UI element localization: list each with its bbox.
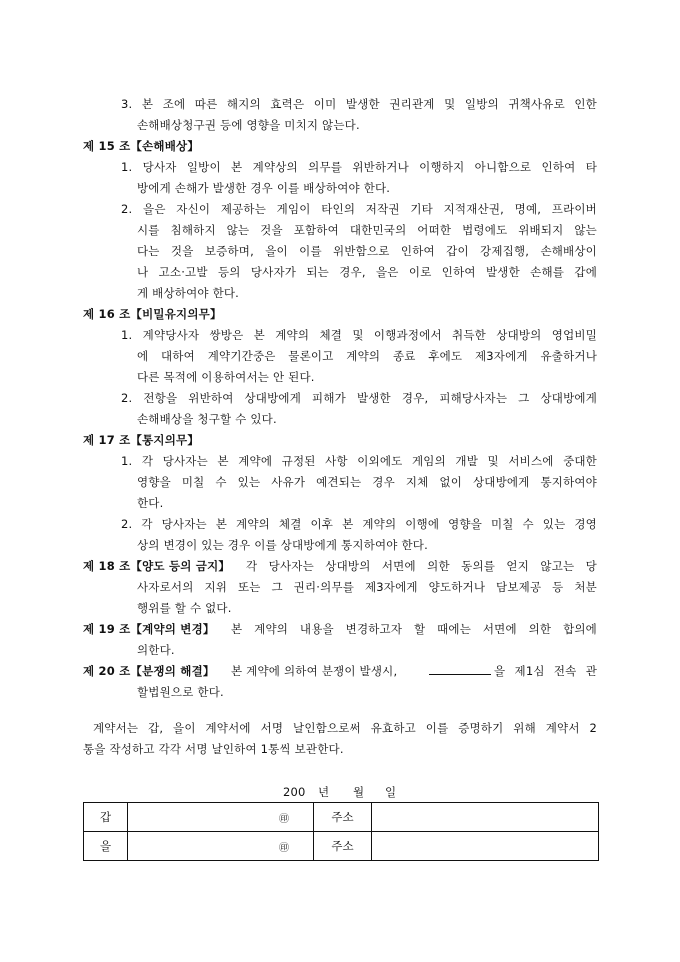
- art19-line2: 의한다.: [137, 643, 175, 657]
- seal-mark: ㊞: [279, 842, 289, 854]
- art18-line1: 각 당사자는 상대방의 서면에 의한 동의를 얻지 않고는 당: [246, 559, 597, 573]
- art20-line1-part1: 본 계약에 의하여 분쟁이 발생시,: [231, 664, 398, 678]
- art16-item2-line1: 2. 전항을 위반하여 상대방에게 피해가 발생한 경우, 피해당사자는 그 상대방에게: [121, 391, 597, 405]
- signature-field[interactable]: [128, 832, 314, 861]
- art20-court-blank: [429, 664, 491, 678]
- art17-item1-line1: 1. 각 당사자는 본 계약에 규정된 사항 이외에도 게임의 개발 및 서비스에 중대한: [121, 454, 597, 468]
- art14-item3-line1: 3. 본 조에 따른 해지의 효력은 이미 발생한 권리관계 및 일방의 귀책사유로 인한: [121, 97, 597, 111]
- party-label: 을: [84, 832, 128, 861]
- date-day-unit: 일: [385, 785, 397, 799]
- address-label: 주소: [314, 803, 372, 832]
- art20-line1-part2: 을 제1심 전속 관: [494, 664, 597, 678]
- art19-line1: 본 계약의 내용을 변경하고자 할 때에는 서면에 의한 합의에: [231, 622, 597, 636]
- art15-item1-line1: 1. 당사자 일방이 본 계약상의 의무를 위반하거나 이행하지 아니함으로 인하여 타: [121, 160, 597, 174]
- signature-row-gap: [84, 803, 599, 832]
- address-field[interactable]: [372, 832, 599, 861]
- signature-table: [83, 802, 599, 861]
- art15-item2-line4: 나 고소·고발 등의 당사자가 되는 경우, 을은 이로 인하여 발생한 손해를 갑에: [137, 265, 597, 279]
- address-field[interactable]: [372, 803, 599, 832]
- art18-line2: 사자로서의 지위 또는 그 권리·의무를 제3자에게 양도하거나 담보제공 등 처분: [137, 580, 597, 594]
- signature-field[interactable]: [128, 803, 314, 832]
- art16-item1-line3: 다른 목적에 이용하여서는 안 된다.: [137, 370, 315, 384]
- date-year-unit: 년: [318, 785, 330, 799]
- art15-item2-line3: 다는 것을 보증하며, 을이 이를 위반함으로 인하여 갑이 강제집행, 손해배상이: [137, 244, 597, 258]
- signature-row-eul: [84, 832, 599, 861]
- article-16-heading: 제 16 조【비밀유지의무】: [83, 307, 222, 321]
- closing-line1: 계약서는 갑, 을이 계약서에 서명 날인함으로써 유효하고 이를 증명하기 위해 계약서 2: [93, 721, 597, 735]
- date-year: 200: [283, 785, 306, 799]
- art15-item2-line2: 시를 침해하지 않는 것을 포함하여 대한민국의 어떠한 법령에도 위배되지 않는: [137, 223, 597, 237]
- art15-item2-line5: 게 배상하여야 한다.: [137, 286, 240, 300]
- article-15-heading: 제 15 조【손해배상】: [83, 139, 200, 153]
- art17-item2-line2: 상의 변경이 있는 경우 이를 상대방에게 통지하여야 한다.: [137, 538, 428, 552]
- art18-line3: 행위를 할 수 없다.: [137, 601, 232, 615]
- art20-line2: 할법원으로 한다.: [137, 685, 224, 699]
- art17-item2-line1: 2. 각 당사자는 본 계약의 체결 이후 본 계약의 이행에 영향을 미칠 수 있는 경영: [121, 517, 597, 531]
- closing-line2: 통을 작성하고 각각 서명 날인하여 1통씩 보관한다.: [83, 742, 344, 756]
- art17-item1-line3: 한다.: [137, 496, 164, 510]
- art16-item2-line2: 손해배상을 청구할 수 있다.: [137, 412, 277, 426]
- art15-item1-line2: 방에게 손해가 발생한 경우 이를 배상하여야 한다.: [137, 181, 391, 195]
- article-20-heading: 제 20 조【분쟁의 해결】: [83, 664, 215, 678]
- article-17-heading: 제 17 조【통지의무】: [83, 433, 200, 447]
- art17-item1-line2: 영향을 미칠 수 있는 사유가 예견되는 경우 지체 없이 상대방에게 통지하여야: [137, 475, 597, 489]
- seal-mark: ㊞: [279, 813, 289, 825]
- article-19-heading: 제 19 조【계약의 변경】: [83, 622, 215, 636]
- party-label: 갑: [84, 803, 128, 832]
- art16-item1-line1: 1. 계약당사자 쌍방은 본 계약의 체결 및 이행과정에서 취득한 상대방의 영업비밀: [121, 328, 597, 342]
- art16-item1-line2: 에 대하여 계약기간중은 물론이고 계약의 종료 후에도 제3자에게 유출하거나: [137, 349, 597, 363]
- article-18-heading: 제 18 조【양도 등의 금지】: [83, 559, 231, 573]
- art14-item3-line2: 손해배상청구권 등에 영향을 미치지 않는다.: [137, 118, 360, 132]
- address-label: 주소: [314, 832, 372, 861]
- art15-item2-line1: 2. 을은 자신이 제공하는 게임이 타인의 저작권 기타 지적재산권, 명예, 프라이버: [121, 202, 597, 216]
- date-month-unit: 월: [353, 785, 365, 799]
